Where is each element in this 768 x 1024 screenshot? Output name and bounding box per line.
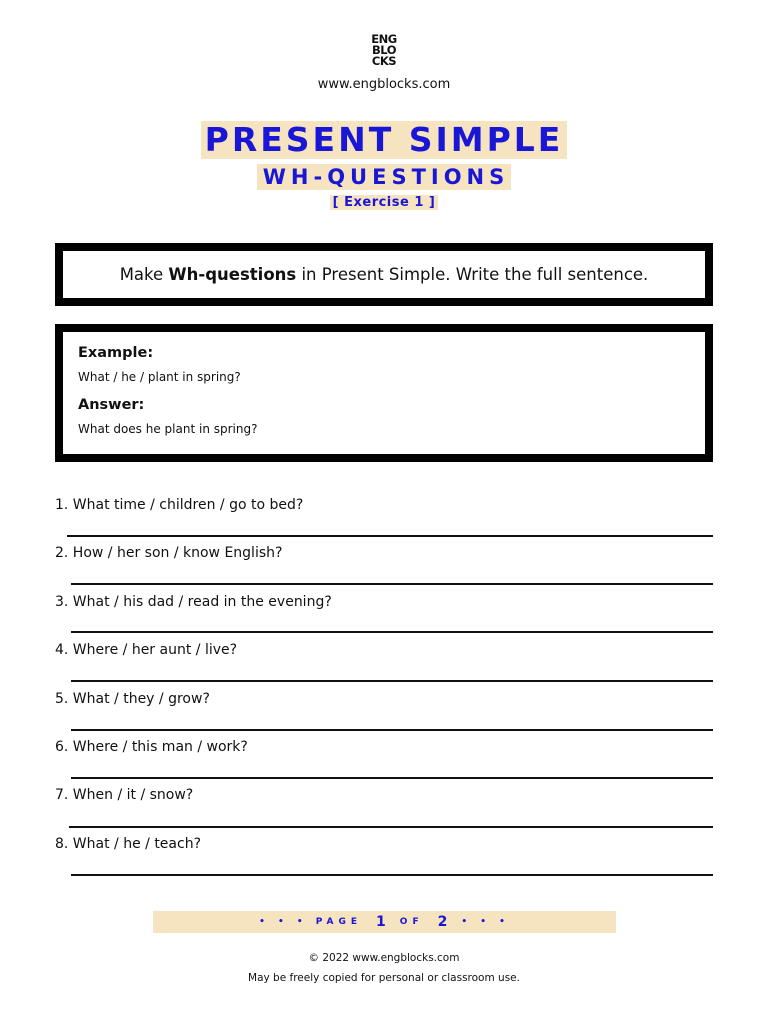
example-label: Example: <box>78 345 154 361</box>
instructions-prefix: Make <box>119 265 169 284</box>
engblocks-logo <box>367 34 401 67</box>
question-8: 8. What / he / teach? <box>55 836 201 852</box>
question-4: 4. Where / her aunt / live? <box>55 642 238 658</box>
answer-line-7[interactable] <box>69 826 713 828</box>
page-current: 1 <box>376 914 386 930</box>
page-title: PRESENT SIMPLE <box>201 121 568 159</box>
answer-line-1[interactable] <box>67 535 713 537</box>
page-suffix: • • • <box>461 917 510 927</box>
answer-text: What does he plant in spring? <box>78 422 258 436</box>
logo-line-1: ENG <box>371 32 397 46</box>
page-total: 2 <box>437 914 448 930</box>
answer-line-8[interactable] <box>71 874 713 876</box>
question-5: 5. What / they / grow? <box>55 691 210 707</box>
answer-line-6[interactable] <box>71 777 713 779</box>
example-text: What / he / plant in spring? <box>78 370 241 384</box>
exercise-label: [ Exercise 1 ] <box>330 195 439 210</box>
instructions-box <box>55 243 713 306</box>
answer-line-4[interactable] <box>71 680 713 682</box>
question-3: 3. What / his dad / read in the evening? <box>55 594 332 610</box>
license-note: May be freely copied for personal or classroom use. <box>248 972 520 984</box>
example-box <box>55 324 713 462</box>
question-2: 2. How / her son / know English? <box>55 545 283 561</box>
instructions-bold: Wh-questions <box>168 265 297 284</box>
question-7: 7. When / it / snow? <box>55 787 194 803</box>
question-6: 6. Where / this man / work? <box>55 739 248 755</box>
page-of: OF <box>399 917 424 927</box>
page-subtitle: WH-QUESTIONS <box>257 164 512 190</box>
answer-line-2[interactable] <box>71 583 713 585</box>
copyright: © 2022 www.engblocks.com <box>308 952 460 964</box>
page-prefix: • • • PAGE <box>259 917 363 927</box>
answer-label: Answer: <box>78 397 145 413</box>
instructions-suffix: in Present Simple. Write the full sentence. <box>296 265 649 284</box>
answer-line-3[interactable] <box>71 631 713 633</box>
logo-line-3: CKS <box>371 54 397 68</box>
question-1: 1. What time / children / go to bed? <box>55 497 304 513</box>
answer-line-5[interactable] <box>71 729 713 731</box>
site-url[interactable]: www.engblocks.com <box>317 77 451 92</box>
logo-line-2: BLO <box>372 43 396 57</box>
page-indicator <box>153 911 616 933</box>
